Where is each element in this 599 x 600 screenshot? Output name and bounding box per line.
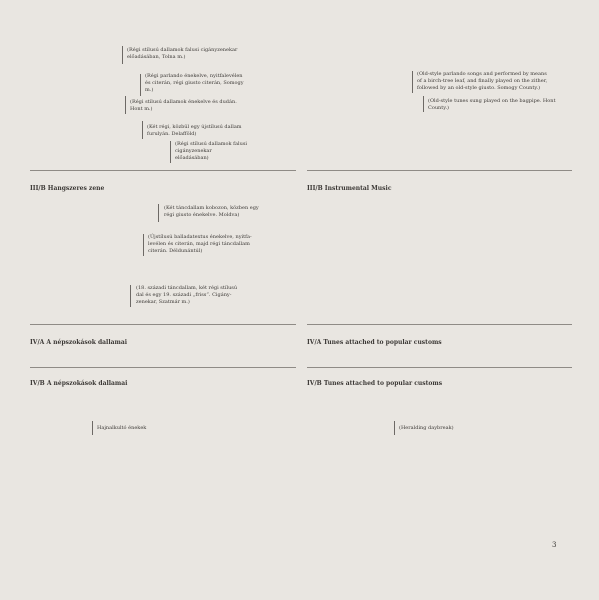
brace xyxy=(423,96,427,112)
annotation: cigányzenekar xyxy=(175,148,212,154)
annotation: furulyán. Delafföld) xyxy=(147,131,197,137)
annotation: m.) xyxy=(145,87,154,93)
section-title: IV/A Tunes attached to popular customs xyxy=(307,339,442,346)
section-divider xyxy=(30,170,296,171)
annotation: (Két régi, közbül egy újstílusú dallam xyxy=(147,124,242,130)
annotation: előadásában, Tolna m.) xyxy=(127,54,186,60)
annotation: dal és egy 19. századi „friss”. Cigány- xyxy=(136,292,232,298)
annotation: (Régi stílusú dallamok falusi cigányzenekar xyxy=(127,47,238,53)
annotation: zenekar, Szatmár m.) xyxy=(136,299,190,305)
annotation: Hajnalkultó énekek xyxy=(97,425,147,431)
annotation: (Két táncdallam kobozon, közben egy xyxy=(164,205,259,211)
brace xyxy=(143,234,147,256)
brace xyxy=(170,141,174,163)
annotation: (Old-style parlando songs and performed by means xyxy=(417,71,547,77)
section-divider xyxy=(307,170,572,171)
section-divider xyxy=(30,367,296,368)
section-title: III/B Hangszeres zene xyxy=(30,185,105,192)
section-title: IV/B A népszokások dallamai xyxy=(30,380,128,387)
section-title: III/B Instrumental Music xyxy=(307,185,392,192)
brace xyxy=(130,285,134,307)
annotation: citerán. Déldunántúl) xyxy=(148,248,203,254)
annotation: (18. századi táncdallam, két régi stílusú xyxy=(136,285,238,291)
section-title: IV/B Tunes attached to popular customs xyxy=(307,380,443,387)
brace xyxy=(412,71,416,93)
annotation: (Újstílusú balladatextus énekelve, nyitfa- xyxy=(148,234,252,240)
annotation: régi giusto énekelve. Moldva) xyxy=(164,212,240,218)
section-divider xyxy=(307,367,572,368)
brace xyxy=(394,421,398,435)
section-divider xyxy=(30,324,296,325)
annotation: County.) xyxy=(428,105,449,111)
annotation: (Heralding daybreak) xyxy=(399,425,454,431)
brace xyxy=(122,46,126,64)
brace xyxy=(125,96,129,114)
section-title: IV/A A népszokások dallamai xyxy=(30,339,128,346)
annotation: (Régi parlando énekelve, nyitfalevélen xyxy=(145,73,243,79)
brace xyxy=(158,204,162,222)
section-divider xyxy=(307,324,572,325)
annotation: followed by an old-style giusto. Somogy County.) xyxy=(417,85,541,91)
annotation: (Régi stílusú dallamok énekelve és dudán. xyxy=(130,99,237,105)
annotation: és citerán, régi giusto citerán, Somogy xyxy=(145,80,244,86)
brace xyxy=(92,421,96,435)
annotation: Hont m.) xyxy=(130,106,153,112)
page-number: 3 xyxy=(552,541,557,549)
annotation: előadásában) xyxy=(175,155,209,161)
brace xyxy=(142,121,146,139)
annotation: (Régi stílusú dallamok falusi xyxy=(175,141,247,147)
annotation: of a birch-tree leaf, and finally played on the zither, xyxy=(417,78,548,84)
brace xyxy=(140,74,144,96)
annotation: (Old-style tunes sung played on the bagpipe. Hont xyxy=(428,98,556,104)
annotation: levélen és citerán, majd régi táncdallam xyxy=(148,241,250,247)
